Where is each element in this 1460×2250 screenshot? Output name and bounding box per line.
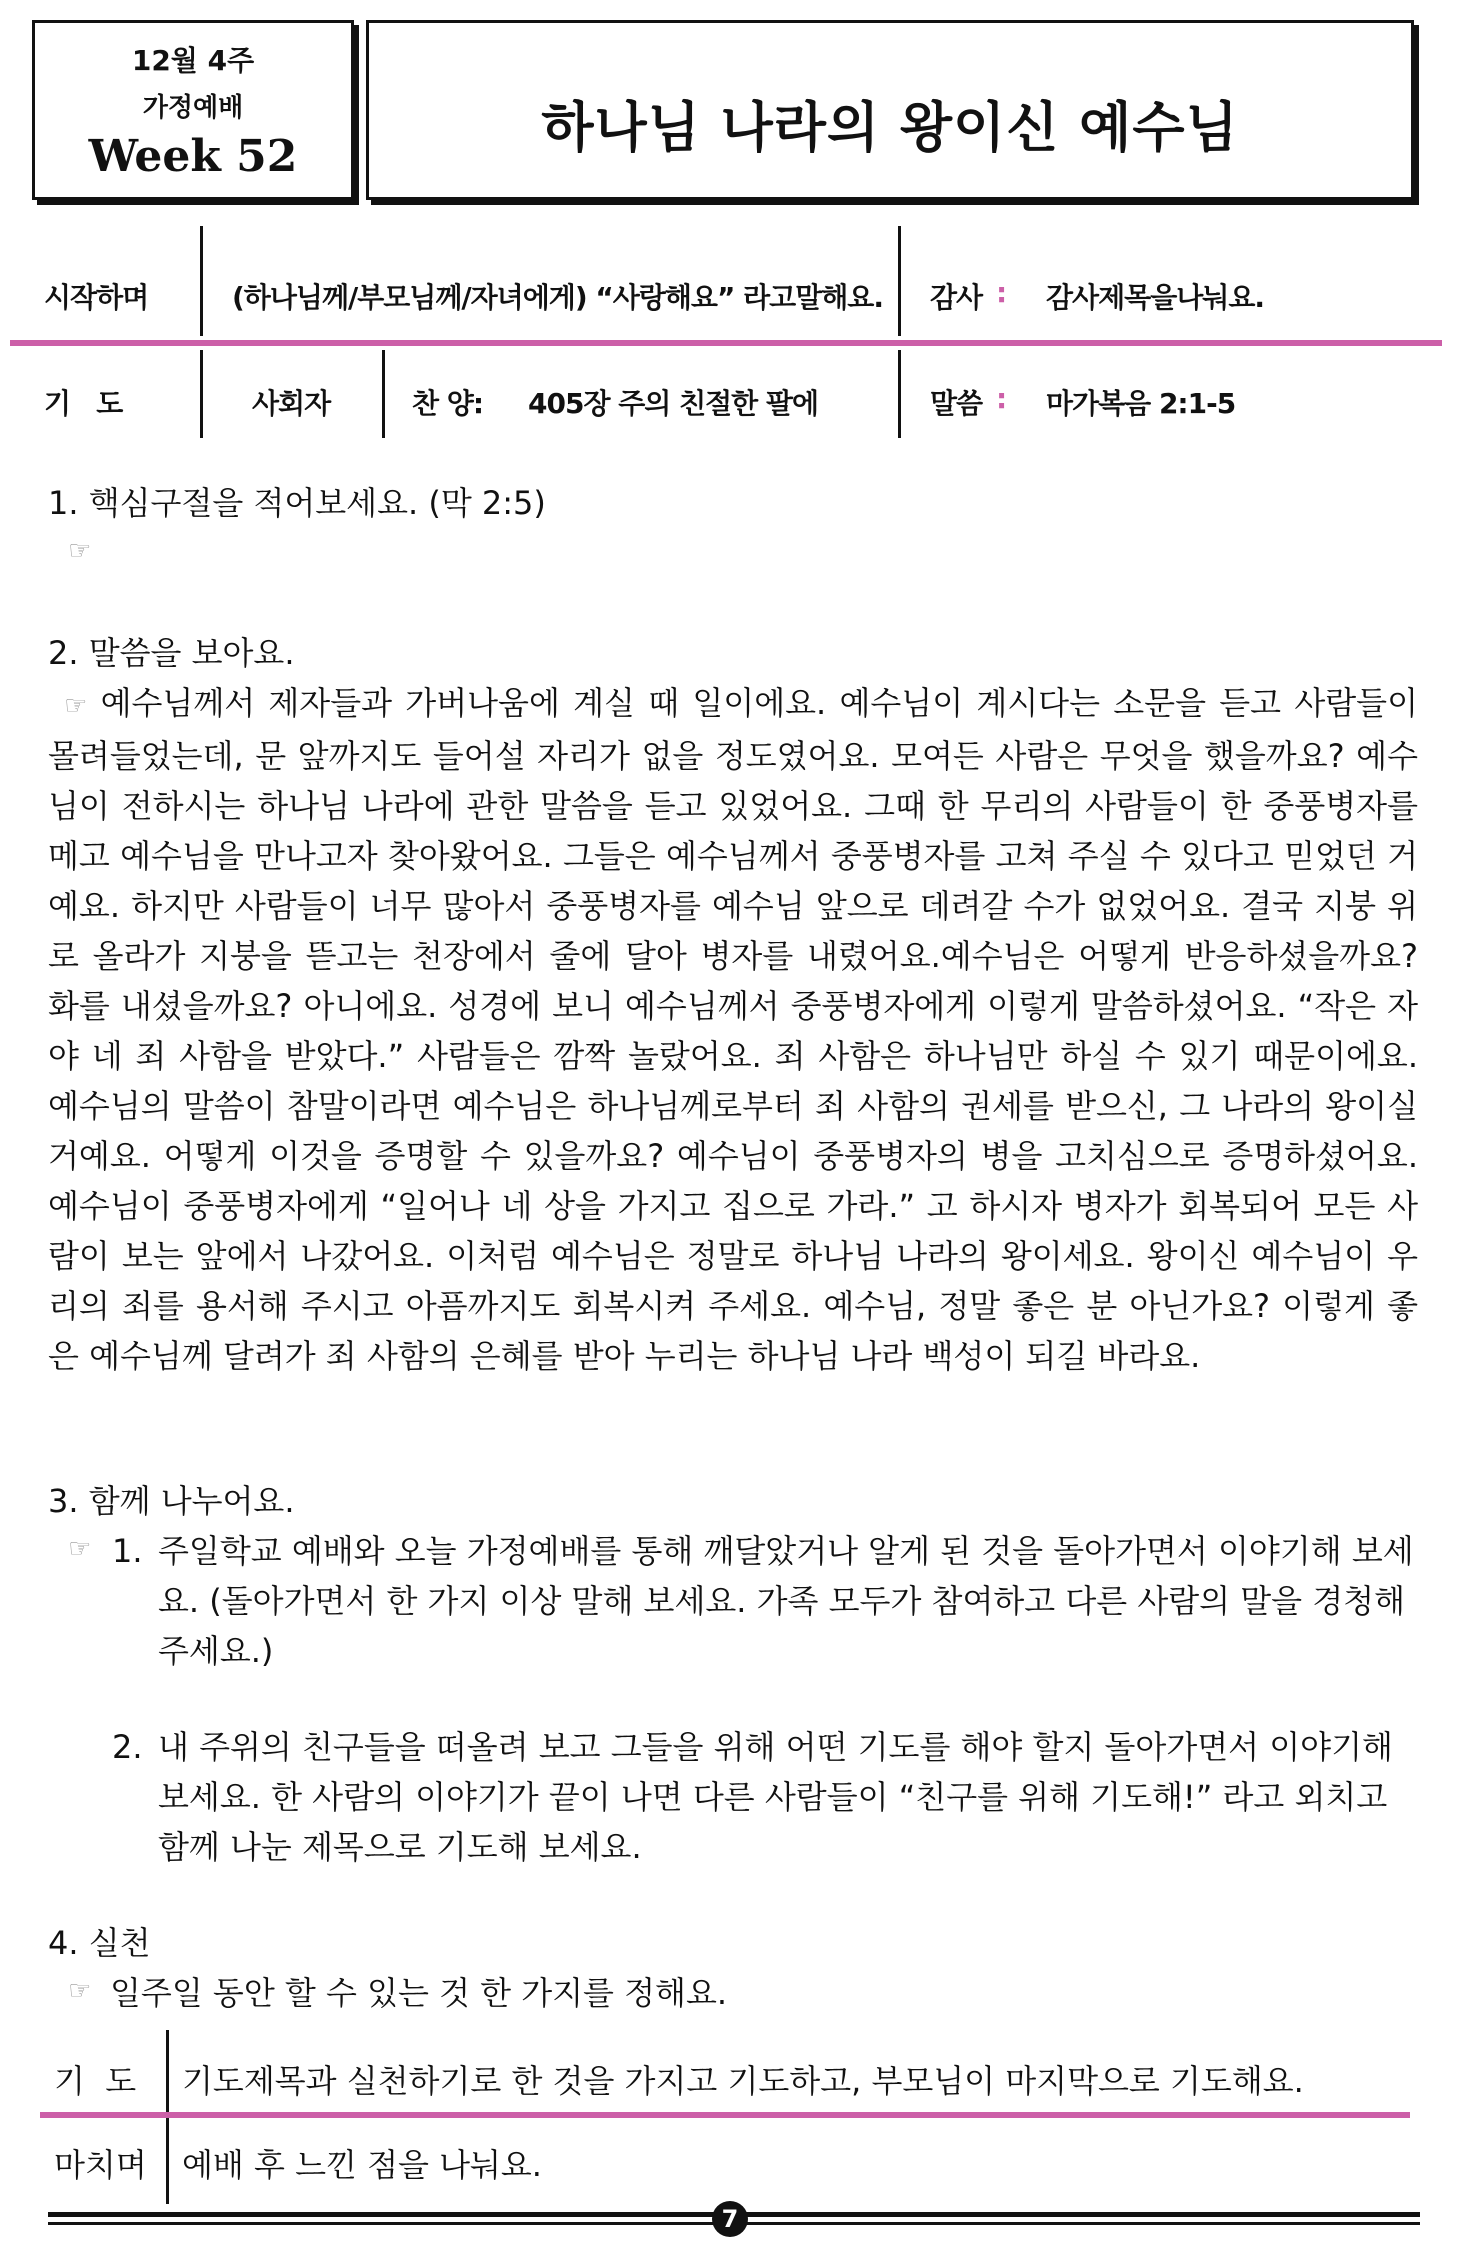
pink-divider — [10, 340, 1442, 346]
page-title: 하나님 나라의 왕이신 예수님 — [541, 96, 1239, 159]
divider — [898, 350, 901, 438]
leader-label: 사회자 — [252, 387, 331, 420]
pointer-icon: ☞ — [68, 1534, 92, 1564]
share-item-1: 주일학교 예배와 오늘 가정예배를 통해 깨달았거나 알게 된 것을 돌아가면서 이야기해 보세요. (돌아가면서 한 가지 이상 말해 보세요. 가족 모두가 참여하고 다른 사람의 말을 경청해 주세요.) — [158, 1532, 1414, 1670]
section-4-heading: 4. 실천 — [48, 1924, 151, 1962]
worship-category: 가정예배 — [142, 93, 244, 123]
section-3-heading: 3. 함께 나누어요. — [48, 1482, 295, 1520]
pointer-icon: ☞ — [68, 1976, 92, 2006]
pink-divider — [40, 2112, 1410, 2118]
thanks-text: 감사제목을나눠요. — [1046, 281, 1265, 314]
page-number: 7 — [712, 2201, 748, 2237]
share-item-2: 내 주위의 친구들을 떠올려 보고 그들을 위해 어떤 기도를 해야 할지 돌아가면서 이야기해 보세요. 한 사람의 이야기가 끝이 나면 다른 사람들이 “친구를 위해 기도해!” 라고 외치고 함께 나눈 제목으로 기도해 보세요. — [158, 1728, 1393, 1866]
section-2-heading: 2. 말씀을 보아요. — [48, 634, 295, 672]
scripture-paragraph — [48, 678, 1418, 1381]
answer-field[interactable] — [110, 536, 1400, 570]
week-number: Week 52 — [88, 131, 298, 182]
scripture-text: 예수님께서 제자들과 가버나움에 계실 때 일이에요. 예수님이 계시다는 소문을 듣고 사람들이 몰려들었는데, 문 앞까지도 들어설 자리가 없을 정도였어요. 모여든 사람은 무엇을 했을까요? 예수님이 전하시는 하나님 나라에 관한 말씀을 듣고 있었어요. 그때 한 무리의 사람들이 한 중풍병자를 메고 예수님을 만나고자 찾아왔어요. 그들은 예수님께서 중풍병자를 고쳐 주실 수 있다고 믿었던 거예요. 하지만 사람들이 너무 많아서 중풍병자를 예수님 앞으로 데려갈 수가 없었어요. 결국 지붕 위로 올라가 지붕을 뜯고는 천장에서 줄에 달아 병자를 내렸어요.예수님은 어떻게 반응하셨을까요? 화를 내셨을까요? 아니에요. 성경에 보니 예수님께서 중풍병자에게 이렇게 말씀하셨어요. “작은 자야 네 죄 사함을 받았다.” 사람들은 깜짝 놀랐어요. 죄 사함은 하나님만 하실 수 있기 때문이에요. 예수님의 말씀이 참말이라면 예수님은 하나님께로부터 죄 사함의 권세를 받으신, 그 나라의 왕이실 거예요. 어떻게 이것을 증명할 수 있을까요? 예수님이 중풍병자의 병을 고치심으로 증명하셨어요. 예수님이 중풍병자에게 “일어나 네 상을 가지고 집으로 가라.” 고 하시자 병자가 회복되어 모든 사람이 보는 앞에서 나갔어요. 이처럼 예수님은 정말로 하나님 나라의 왕이세요. 왕이신 예수님이 우리의 죄를 용서해 주시고 아픔까지도 회복시켜 주세요. 예수님, 정말 좋은 분 아닌가요? 이렇게 좋은 예수님께 달려가 죄 사함의 은혜를 받아 누리는 하나님 나라 백성이 되길 바라요. — [48, 684, 1418, 1375]
share-item-2-number: 2. — [112, 1728, 143, 1766]
share-item-1-number: 1. — [112, 1532, 143, 1570]
start-label: 시작하며 — [44, 281, 149, 314]
section-1-heading: 1. 핵심구절을 적어보세요. (막 2:5) — [48, 484, 546, 522]
divider — [898, 226, 901, 336]
week-date: 12월 4주 — [131, 44, 255, 77]
word-colon: : — [996, 382, 1007, 415]
hymn-text: 405장 주의 친절한 팔에 — [528, 387, 819, 420]
closing-label: 마치며 — [54, 2146, 147, 2184]
footer-prayer-text: 기도제목과 실천하기로 한 것을 가지고 기도하고, 부모님이 마지막으로 기도해요. — [182, 2062, 1304, 2100]
title-box — [366, 20, 1414, 200]
hymn-label: 찬 양: — [412, 387, 484, 420]
word-text: 마가복음 2:1-5 — [1046, 387, 1236, 420]
footer-prayer-label: 기 도 — [54, 2062, 137, 2100]
divider — [200, 350, 203, 438]
start-text: (하나님께/부모님께/자녀에게) “사랑해요” 라고말해요. — [232, 281, 883, 314]
word-label: 말씀 — [930, 387, 983, 420]
week-box — [32, 20, 354, 200]
practice-text: 일주일 동안 할 수 있는 것 한 가지를 정해요. — [110, 1974, 728, 2012]
divider — [382, 350, 385, 438]
pointer-icon: ☞ — [64, 691, 88, 721]
prayer-label: 기 도 — [44, 387, 123, 420]
thanks-label: 감사 — [930, 281, 983, 314]
pointer-icon: ☞ — [68, 536, 92, 566]
closing-text: 예배 후 느낀 점을 나눠요. — [182, 2146, 542, 2184]
thanks-colon: : — [996, 276, 1007, 309]
divider — [200, 226, 203, 336]
